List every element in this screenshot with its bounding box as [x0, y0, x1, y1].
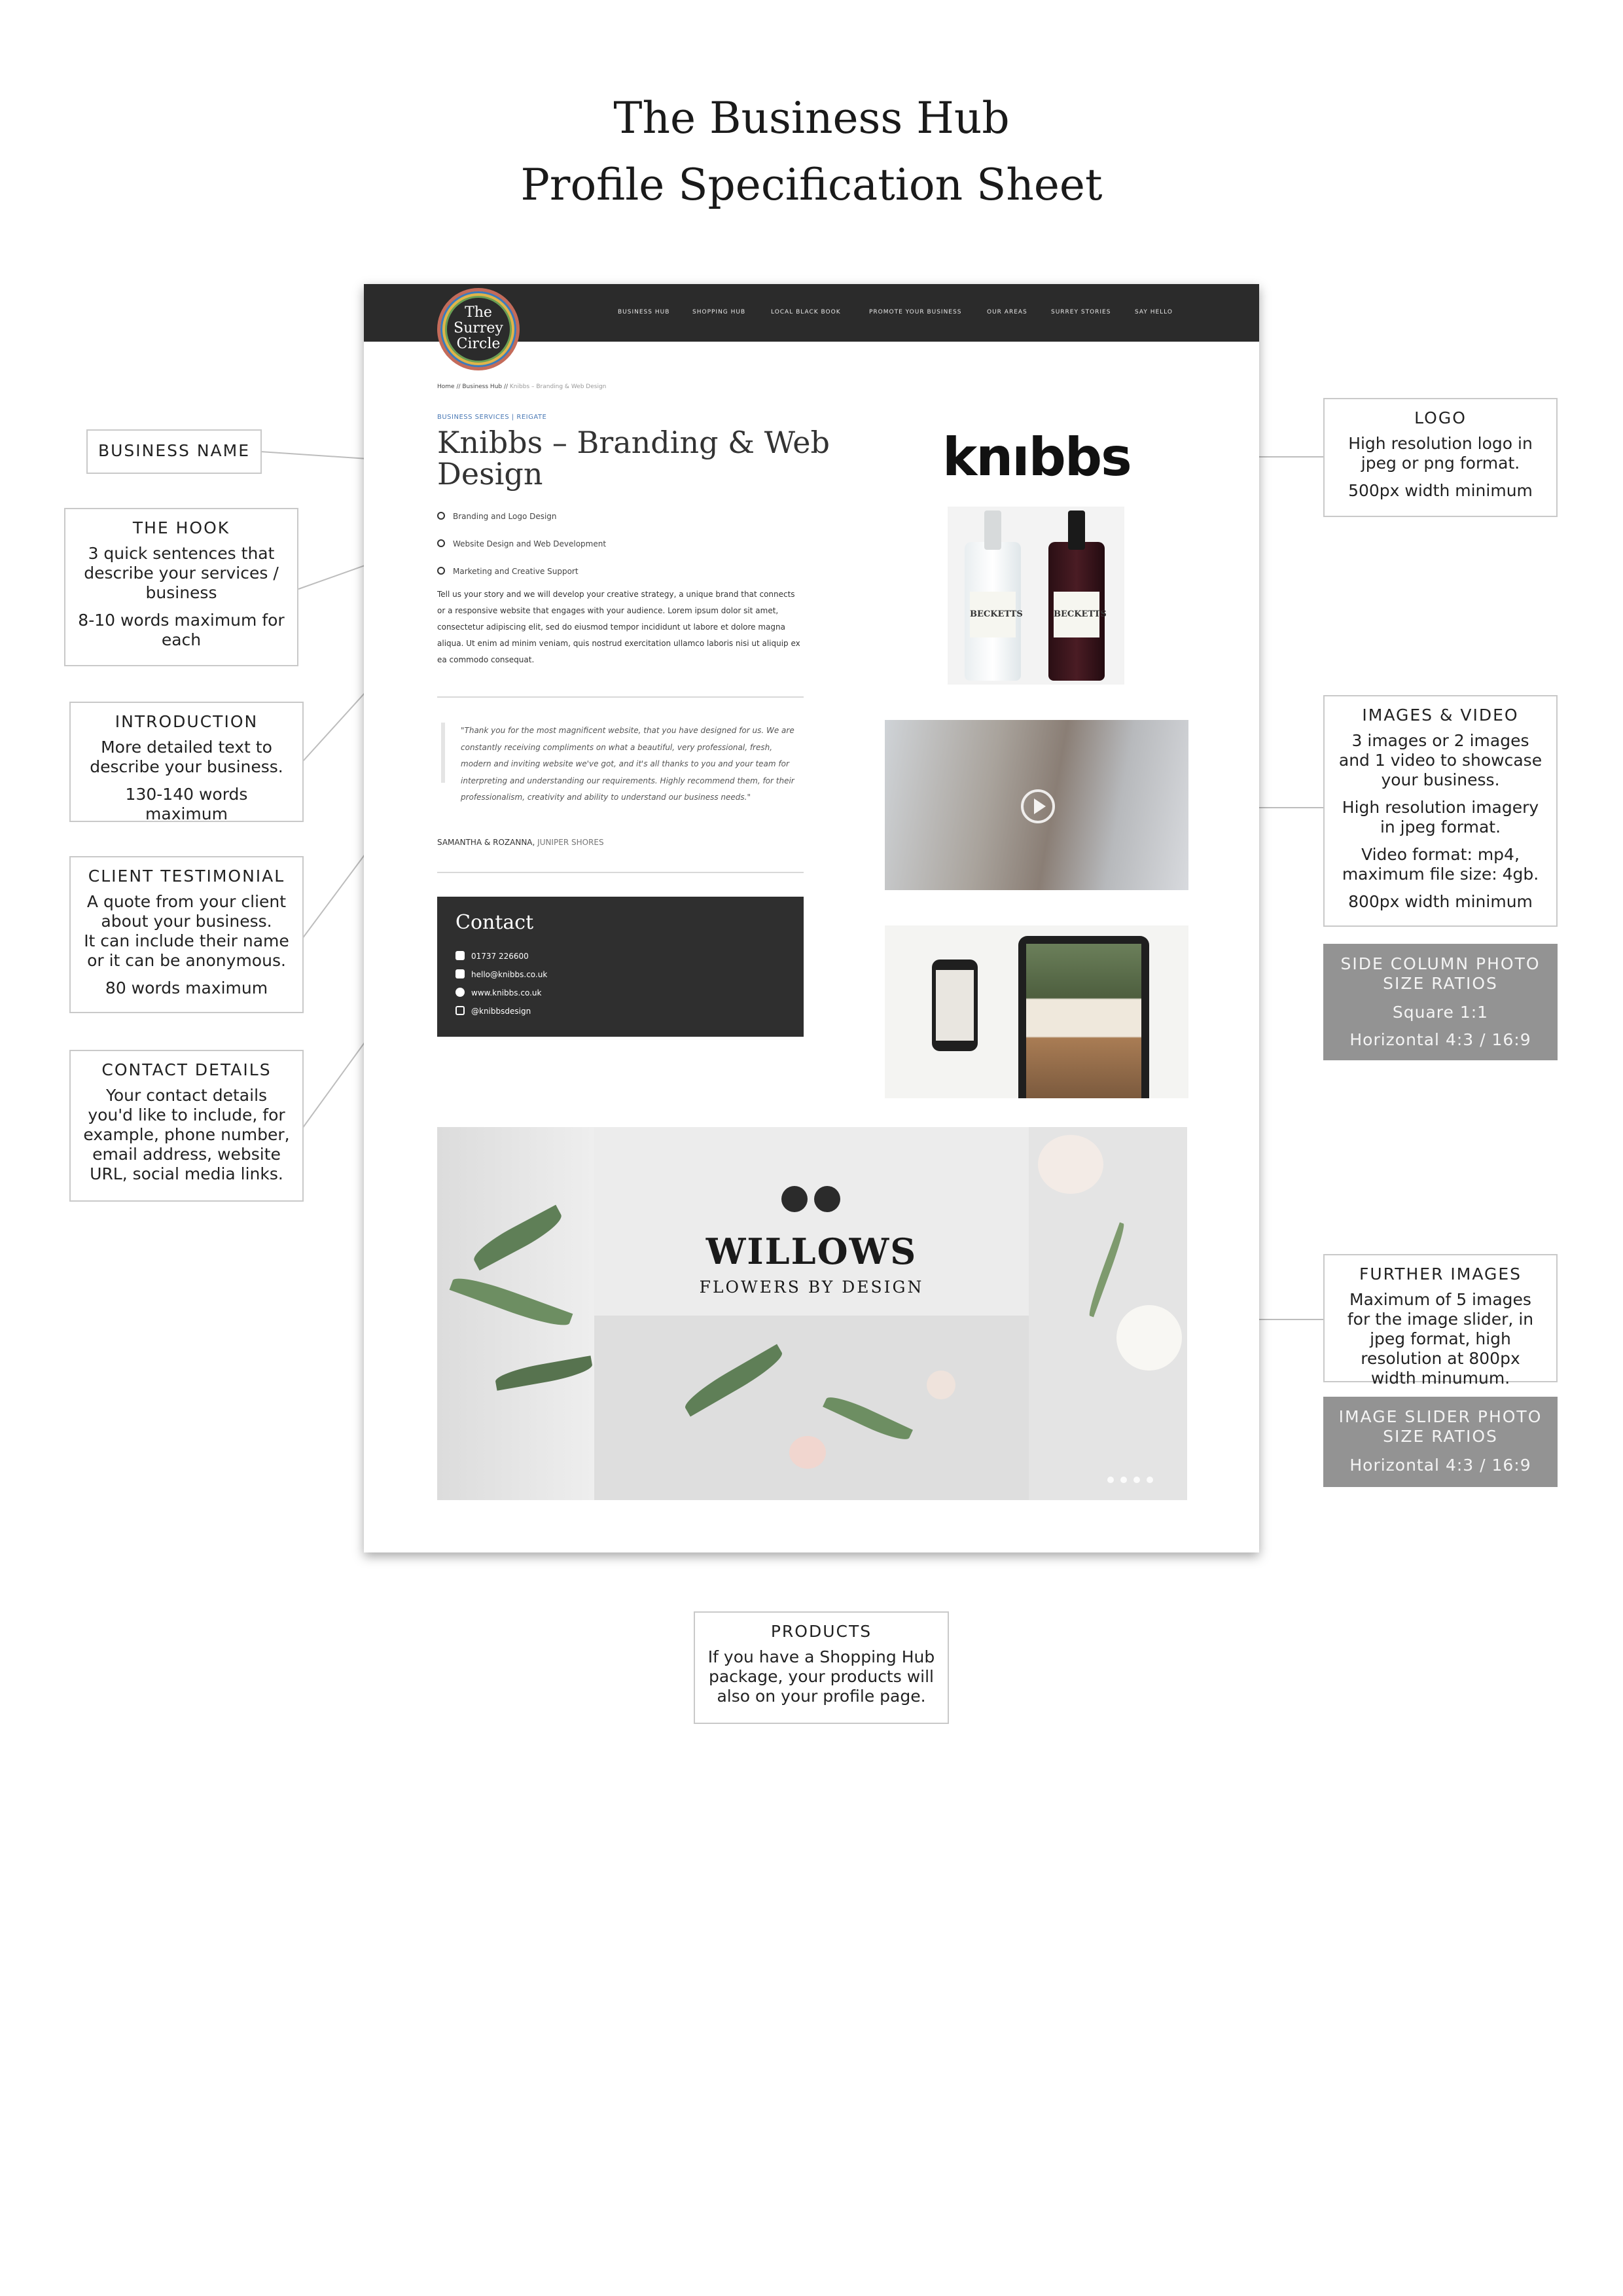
nav-business-hub[interactable]: BUSINESS HUB: [618, 309, 670, 315]
introduction-text: Tell us your story and we will develop your creative strategy, a unique brand that connects or a responsive website that engages with your audience. Lorem ipsum dolor sit amet, consectetur adipiscing elit, sed do eiusmod tempor incididunt ut labore et dolore magna aliqua. Ut enim ad minim veniam, quis nostrud exercitation ullamco laboris nisi ut aliquip ex ea commodo consequat.: [437, 590, 800, 664]
note-images-video: [1323, 695, 1558, 927]
note-testimonial-title: CLIENT TESTIMONIAL: [88, 867, 285, 886]
sheet-title-line-1: The Business Hub: [613, 93, 1010, 143]
plus-circle-icon: [437, 512, 445, 520]
plus-circle-icon: [437, 539, 445, 547]
note-contact: [69, 1050, 304, 1202]
nav-our-areas[interactable]: OUR AREAS: [987, 309, 1027, 315]
note-slider-ratios: [1323, 1397, 1558, 1487]
breadcrumb-home[interactable]: Home: [437, 384, 455, 390]
hook-item-label: Website Design and Web Development: [453, 539, 607, 548]
quote-mark: [441, 723, 445, 783]
note-further-images-text: Maximum of 5 images for the image slider, in jpeg format, high resolution at 800px width minumum.: [1347, 1290, 1534, 1388]
note-business-name-title: BUSINESS NAME: [98, 441, 251, 460]
willows-logo-icon: [814, 1186, 840, 1212]
contact-instagram[interactable]: [455, 1007, 531, 1016]
note-side-column-ratios-horizontal: Horizontal 4:3 / 16:9: [1349, 1030, 1531, 1049]
note-images-video-text-3: Video format: mp4, maximum file size: 4gb.: [1342, 845, 1539, 884]
bottle-clear-neck: [984, 511, 1001, 550]
instagram-icon: [455, 1006, 465, 1015]
note-contact-title: CONTACT DETAILS: [101, 1060, 272, 1079]
note-images-video-text-2: High resolution imagery in jpeg format.: [1342, 798, 1539, 836]
flower-shape: [927, 1371, 955, 1399]
note-logo-text: High resolution logo in jpeg or png format.: [1348, 434, 1533, 473]
profile-page-mockup: [364, 284, 1259, 1552]
hook-item: [437, 512, 557, 521]
breadcrumb: [437, 384, 606, 390]
note-images-video-title: IMAGES & VIDEO: [1362, 706, 1519, 725]
slider-dot[interactable]: [1147, 1477, 1153, 1483]
logo-word-1: The: [465, 304, 492, 321]
note-logo-title: LOGO: [1414, 408, 1467, 427]
note-further-images: [1323, 1254, 1558, 1388]
note-contact-text: Your contact details you'd like to include, for example, phone number, email address, website URL, social media links.: [83, 1086, 290, 1183]
nav-promote-your-business[interactable]: PROMOTE YOUR BUSINESS: [869, 309, 962, 315]
bottle-dark-neck: [1068, 511, 1085, 550]
hook-item: [437, 539, 606, 548]
tablet-screen: [1026, 944, 1141, 1098]
note-hook-limit: 8-10 words maximum for each: [78, 611, 285, 649]
nav-shopping-hub[interactable]: SHOPPING HUB: [692, 309, 746, 315]
phone-icon: [455, 951, 465, 960]
surrey-circle-logo-text: [437, 305, 520, 352]
willows-logo-icon: [781, 1186, 808, 1212]
business-category[interactable]: BUSINESS SERVICES | REIGATE: [437, 414, 547, 421]
flower-shape: [1116, 1305, 1182, 1371]
plus-circle-icon: [437, 567, 445, 575]
note-logo: [1323, 398, 1558, 517]
slider-brand-title: WILLOWS: [705, 1230, 918, 1272]
note-introduction-title: INTRODUCTION: [115, 712, 259, 731]
note-hook-title: THE HOOK: [132, 518, 230, 537]
testimonial-author-name: SAMANTHA & ROZANNA,: [437, 838, 535, 847]
play-icon: [1034, 798, 1046, 814]
contact-title: Contact: [455, 911, 534, 934]
testimonial-author: [437, 838, 604, 847]
note-further-images-title: FURTHER IMAGES: [1359, 1265, 1522, 1283]
note-images-video-text-1: 3 images or 2 images and 1 video to showcase your business.: [1338, 731, 1543, 789]
note-introduction: [69, 702, 304, 822]
phone-screen: [936, 970, 974, 1041]
nav-surrey-stories[interactable]: SURREY STORIES: [1051, 309, 1111, 315]
note-business-name: [86, 429, 262, 474]
slider-dot[interactable]: [1120, 1477, 1127, 1483]
hook-item: [437, 567, 579, 576]
breadcrumb-current: Knibbs – Branding & Web Design: [509, 384, 607, 390]
sheet-title-line-2: Profile Specification Sheet: [520, 160, 1103, 210]
nav-say-hello[interactable]: SAY HELLO: [1135, 309, 1173, 315]
testimonial-quote: "Thank you for the most magnificent website, that you have designed for us. We are constantly receiving compliments on what a beautiful, very professional, fresh, modern and inviting website we've got, and it's all thanks to you and your team for interpreting and understanding our requirements. Highly recommend them, for their professionalism, creativity and ability to understand our business needs.": [461, 726, 794, 802]
contact-phone-value: 01737 226600: [471, 952, 529, 961]
note-side-column-ratios-title: SIDE COLUMN PHOTO SIZE RATIOS: [1340, 954, 1541, 993]
contact-email-value: hello@knibbs.co.uk: [471, 970, 548, 979]
note-testimonial: [69, 856, 304, 1013]
note-introduction-limit: 130-140 words maximum: [125, 785, 248, 823]
nav-local-black-book[interactable]: LOCAL BLACK BOOK: [771, 309, 841, 315]
business-logo: knıbbs: [942, 427, 1131, 488]
note-products: [694, 1611, 949, 1724]
note-side-column-ratios: [1323, 944, 1558, 1060]
contact-website[interactable]: [455, 988, 541, 998]
note-slider-ratios-horizontal: Horizontal 4:3 / 16:9: [1349, 1456, 1531, 1475]
bottle-label: BECKETTS: [1054, 592, 1099, 637]
hook-item-label: Branding and Logo Design: [453, 512, 557, 521]
divider: [437, 696, 804, 698]
note-hook-text: 3 quick sentences that describe your services / business: [84, 544, 279, 602]
hook-item-label: Marketing and Creative Support: [453, 567, 579, 576]
note-introduction-text: More detailed text to describe your business.: [90, 738, 283, 776]
note-products-text: If you have a Shopping Hub package, your products will also on your profile page.: [707, 1647, 935, 1706]
envelope-icon: [455, 969, 465, 978]
bottle-label: BECKETTS: [970, 592, 1016, 637]
contact-email[interactable]: [455, 970, 547, 980]
note-testimonial-limit: 80 words maximum: [105, 978, 268, 997]
breadcrumb-separator: //: [454, 384, 463, 390]
contact-phone[interactable]: [455, 952, 529, 961]
contact-website-value: www.knibbs.co.uk: [471, 988, 542, 997]
note-products-title: PRODUCTS: [770, 1622, 872, 1641]
note-side-column-ratios-square: Square 1:1: [1392, 1003, 1489, 1022]
testimonial-author-location: JUNIPER SHORES: [537, 838, 604, 847]
business-name-heading: Knibbs – Branding & Web Design: [437, 425, 830, 492]
logo-word-2: Surrey: [454, 320, 503, 336]
note-testimonial-text: A quote from your client about your business.: [86, 892, 287, 931]
flower-shape: [789, 1436, 826, 1469]
breadcrumb-business-hub[interactable]: Business Hub: [462, 384, 503, 390]
slider-dot[interactable]: [1133, 1477, 1140, 1483]
note-images-video-limit: 800px width minimum: [1348, 892, 1533, 911]
note-testimonial-text-2: It can include their name or it can be anonymous.: [84, 931, 289, 970]
note-slider-ratios-title: IMAGE SLIDER PHOTO SIZE RATIOS: [1338, 1407, 1543, 1446]
note-hook: [64, 508, 298, 666]
slider-brand-subtitle: FLOWERS BY DESIGN: [699, 1278, 924, 1297]
divider: [437, 872, 804, 873]
contact-instagram-value: @knibbsdesign: [471, 1007, 531, 1016]
flower-shape: [1038, 1135, 1103, 1194]
globe-icon: [455, 988, 465, 997]
note-logo-limit: 500px width minimum: [1348, 481, 1533, 500]
slider-dot[interactable]: [1107, 1477, 1114, 1483]
logo-word-3: Circle: [456, 336, 501, 352]
slider-panel-center-lower: [594, 1316, 1029, 1500]
breadcrumb-separator: //: [502, 384, 510, 390]
